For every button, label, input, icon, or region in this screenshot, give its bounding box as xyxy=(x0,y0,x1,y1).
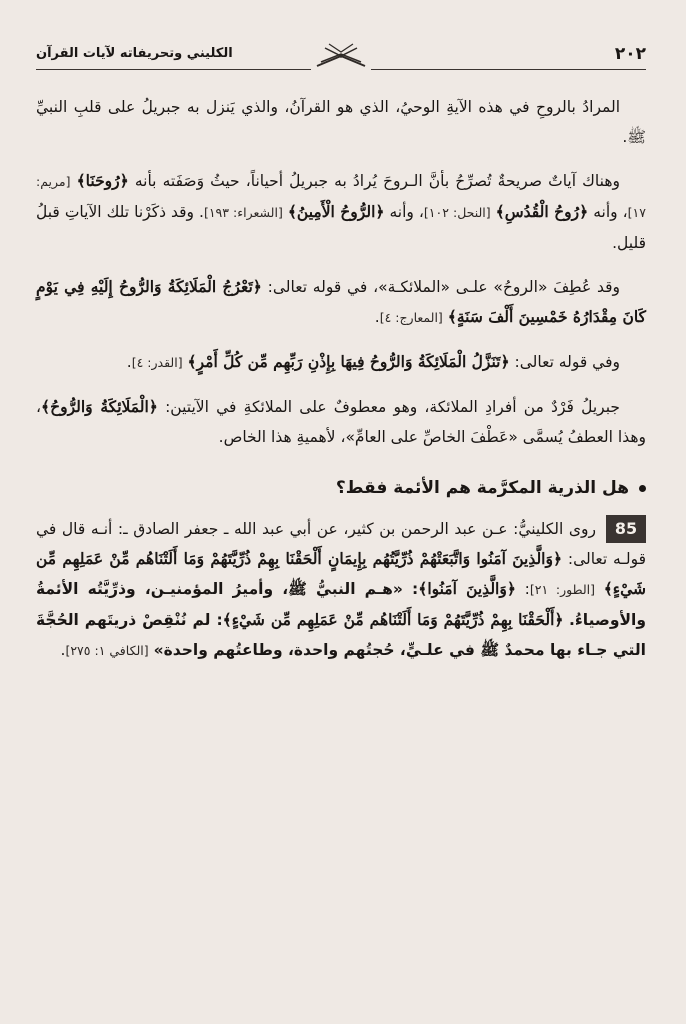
verse-citation: [الشعراء: ١٩٣] xyxy=(203,205,283,220)
paragraph-1-text: المرادُ بالروحِ في هذه الآيةِ الوحيُ، الذي هو القرآنُ، والذي يَنزل به جبريلُ على قلبِ النبيِّ ﷺ. xyxy=(36,98,646,146)
quran-quote: ﴿الرُّوحُ الْأَمِينُ﴾ xyxy=(287,202,385,221)
paragraph-2-text-b: ، وأنه xyxy=(593,203,628,221)
paragraph-3-text-a: وقد عُطِفَ «الروحُ» علـى «الملائكـة»، في قوله تعالى: xyxy=(267,278,621,296)
hadith-separator: : xyxy=(524,580,530,598)
paragraph-3 xyxy=(36,272,646,333)
paragraph-4-text-a: وفي قوله تعالى: xyxy=(514,353,620,371)
paragraph-3-text-b: . xyxy=(374,308,380,326)
quran-quote: ﴿رُوحُ الْقُدُسِ﴾ xyxy=(495,202,589,221)
quran-quote: ﴿وَالَّذِينَ آمَنُوا﴾ xyxy=(418,579,516,598)
paragraph-2-text-d: . وقد ذكَرْنا تلك الآياتِ قبلُ قليل. xyxy=(36,203,646,252)
hadith-intro: روى الكلينيُّ: عـن عبد الرحمن بن كثير، عن أبي عبد الله ـ جعفر الصادق ـ: أنـه قال في قولـه تعالى: xyxy=(36,520,646,568)
paragraph-5-text-a: جبريلُ فَرْدٌ من أفرادِ الملائكة، وهو معطوفٌ على الملائكةِ في الآيتين: xyxy=(165,398,620,416)
verse-citation: [النحل: ١٠٢] xyxy=(423,205,491,220)
bullet-icon xyxy=(639,485,646,492)
verse-citation: [مريم: ١٧] xyxy=(36,174,646,220)
paragraph-2-text-a: وهناك آياتٌ صريحةٌ تُصرِّحُ بأنَّ الـروحَ يُرادُ به جبريلُ أحياناً، حيثُ وَصَفَته بأنه xyxy=(134,172,620,190)
verse-citation: [القدر: ٤] xyxy=(131,355,183,370)
quran-quote: ﴿وَالَّذِينَ آمَنُوا وَاتَّبَعَتْهُمْ ذُرِّيَّتُهُم بِإِيمَانٍ أَلْحَقْنَا بِهِمْ ذُرِّيَّتَهُمْ وَمَا أَلَتْنَاهُم مِّنْ عَمَلِهِم مِّن شَيْءٍ﴾ xyxy=(36,549,646,598)
running-title: الكليني وتحريفاته لآيات القرآن xyxy=(36,46,233,61)
hadith-paragraph xyxy=(36,514,646,666)
page-body xyxy=(36,92,646,666)
running-header xyxy=(36,40,646,74)
paragraph-2-text-c: ، وأنه xyxy=(389,203,424,221)
quran-quote: ﴿تَنَزَّلُ الْمَلَائِكَةُ وَالرُّوحُ فِيهَا بِإِذْنِ رَبِّهِم مِّن كُلِّ أَمْرٍ﴾ xyxy=(187,352,510,371)
verse-citation: [المعارج: ٤] xyxy=(379,310,443,325)
page-number: ٢٠٢ xyxy=(614,44,646,64)
paragraph-1 xyxy=(36,92,646,152)
hadith-end: . xyxy=(60,641,66,659)
quran-quote: ﴿أَلْحَقْنَا بِهِمْ ذُرِّيَّتَهُمْ وَمَا أَلَتْنَاهُم مِّنْ عَمَلِهِم مِّن شَيْءٍ﴾ xyxy=(222,610,564,629)
hadith-commentary-1: : «هـم النبيُّ ﷺ، وأميرُ المؤمنيـن، وذرِّيَّتُه الأئمةُ والأوصياءُ. xyxy=(36,580,646,629)
hadith-commentary-2: : لم نُنْقِصْ ذريتَهم الحُجَّةَ التي جـاء بها محمدٌ ﷺ في علـيٍّ، حُجتُهم واحدة، وطاعتُهم واحدة» xyxy=(36,611,646,659)
paragraph-4-text-b: . xyxy=(126,353,132,371)
quran-quote: ﴿الْمَلَائِكَةُ وَالرُّوحُ﴾ xyxy=(41,397,158,416)
paragraph-5 xyxy=(36,392,646,452)
quran-quote: ﴿تَعْرُجُ الْمَلَائِكَةُ وَالرُّوحُ إِلَيْهِ فِي يَوْمٍ كَانَ مِقْدَارُهُ خَمْسِينَ أَلْفَ سَنَةٍ﴾ xyxy=(36,277,646,326)
section-heading-text: هل الذرية المكرَّمة هم الأئمة فقط؟ xyxy=(335,478,629,498)
paragraph-4 xyxy=(36,347,646,378)
section-heading xyxy=(36,478,646,498)
open-book-icon xyxy=(311,42,371,72)
hadith-number-badge: 85 xyxy=(606,515,646,543)
source-citation: [الكافي ١: ٢٧٥] xyxy=(65,643,149,658)
quran-quote: ﴿رُوحَنَا﴾ xyxy=(76,171,129,190)
paragraph-5-text-b: ، وهذا العطفُ يُسمَّى «عَطْفَ الخاصِّ على العامِّ»، لأهميةِ هذا الخاص. xyxy=(36,398,646,446)
verse-citation: [الطور: ٢١] xyxy=(529,582,596,597)
paragraph-2 xyxy=(36,166,646,258)
